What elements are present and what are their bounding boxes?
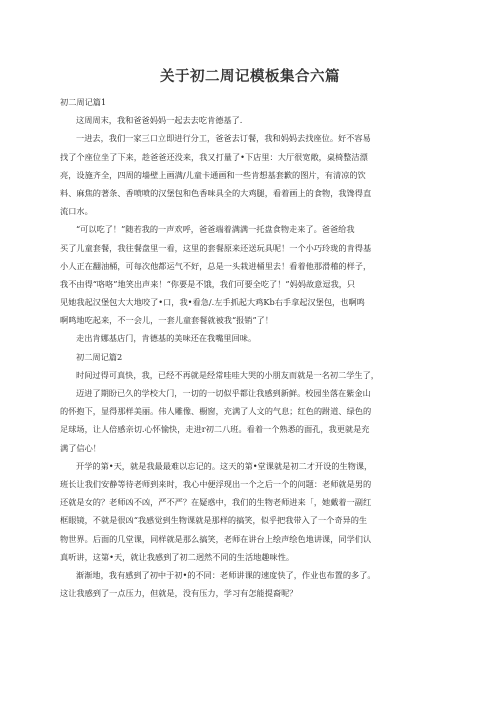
text-line: 见她我起汉堡包大大地咬了•口，我•看急/.左手抓起大鸡Kb右手拿起汉堡包，也啊鸣 bbox=[60, 297, 365, 308]
text-line: 物世界。后面的几堂课，同样就是那么搞笑，老师在讲台上绘声绘色地讲课，同学们认 bbox=[60, 533, 372, 544]
text-line: 找了个座位坐了下来，趁爸爸还没来，我又打量了•下店里：大厅很宽敞，桌椅整洁漂 bbox=[60, 151, 368, 162]
text-line: 满了信心！ bbox=[60, 442, 101, 453]
text-line: 初二周记篇2 bbox=[76, 351, 123, 362]
text-line: 开学的第•天，就是我最最难以忘记的。这天的第•堂课就是初二才开设的生物课， bbox=[76, 460, 373, 471]
text-line: 一进去，我们一家三口立即进行分工，爸爸去订餐，我和妈妈去找座位。好不容易 bbox=[76, 133, 371, 144]
text-line: 迈进了期盼已久的学校大门，一切的一切似乎都让我感到新鲜。校园坐落在紫金山 bbox=[76, 388, 371, 398]
text-line: 班长让我们安静等待老师到来时，我心中便浮现出一个之后一个的问题：老师就是男的 bbox=[60, 478, 372, 489]
text-line: 小人正在翻油桶，可每次他都运气不好，总是一头栽进桶里去！看着他那滑稽的样子， bbox=[60, 260, 372, 271]
text-line: 时间过得可真快，我，已经不再就是经常哇哇大哭的小朋友而就是一名初二学生了， bbox=[76, 369, 379, 380]
text-line: 渐渐地，我有感到了初中于初•的不同：老师讲课的速度快了，作业也布置的多了。 bbox=[76, 569, 376, 580]
text-line: 料、麻焦的著条、香喷喷的汉堡包和色香味具全的大鸡腿，看着画上的食物，我馋得直 bbox=[60, 187, 372, 198]
text-line: 流口水。 bbox=[60, 206, 93, 217]
text-line: “可以吃了！”随若我的一声欢呼，爸爸端着满满一托盘食物走来了。爸爸给我 bbox=[76, 224, 355, 235]
text-line: 买了儿童套餐，我往餐盘里一看，这里的套餐原来还送玩具呢！一个小巧玲珑的肯得基 bbox=[60, 242, 372, 253]
text-line: 我不由得“咯咯”地笑出声来！“你要是不饿，我们可要全吃了！”妈妈故意逗我，只 bbox=[60, 278, 356, 289]
text-line: 还就是女的？老师凶不凶，严不严？在疑惑中，我们的生物老师进来「，她戴着一副红 bbox=[60, 497, 372, 508]
text-line: 真听讲，这第•天，就让我感到了初二迥然不同的生活地趣味性。 bbox=[60, 551, 295, 562]
document-body bbox=[60, 93, 445, 602]
text-line: 走出肯娜基店门，肯德基的美味还在我嘴里回味。 bbox=[76, 333, 257, 344]
text-line: 啊鸣地吃起来，不一会儿，一套儿童套餐就被我“报销”了！ bbox=[60, 315, 274, 326]
text-line: 初二周记篇1 bbox=[60, 97, 107, 107]
document-title: 关于初二周记模板集合六篇 bbox=[160, 68, 340, 85]
text-line: 足球场，让人倍感亲切.心怀愉快，走进r初二八班。看着一个熟悉的面孔，我更就是充 bbox=[60, 424, 370, 435]
text-line: 亮，设施齐全，四周的墙壁上画满/儿童卡通画和一些肯想基套歉的图片，有清凉的饮 bbox=[60, 169, 366, 180]
text-line: 这周周末，我和爸爸妈妈一起去去吃肯德基了. bbox=[76, 115, 243, 126]
text-line: 这让我感到了一点压力，但就是，没有压力，学习有怎能提裔呢？ bbox=[60, 588, 298, 599]
text-line: 框眼镜，不就是很凶“我感觉到生物课就是那样的搞笑，似乎把我带入了一个奇异的生 bbox=[60, 515, 368, 526]
text-line: 的怀抱下，显得那样美丽。伟人雕像、橱窗，充满了人文的气息；红色的跗道、绿色的 bbox=[60, 406, 372, 417]
